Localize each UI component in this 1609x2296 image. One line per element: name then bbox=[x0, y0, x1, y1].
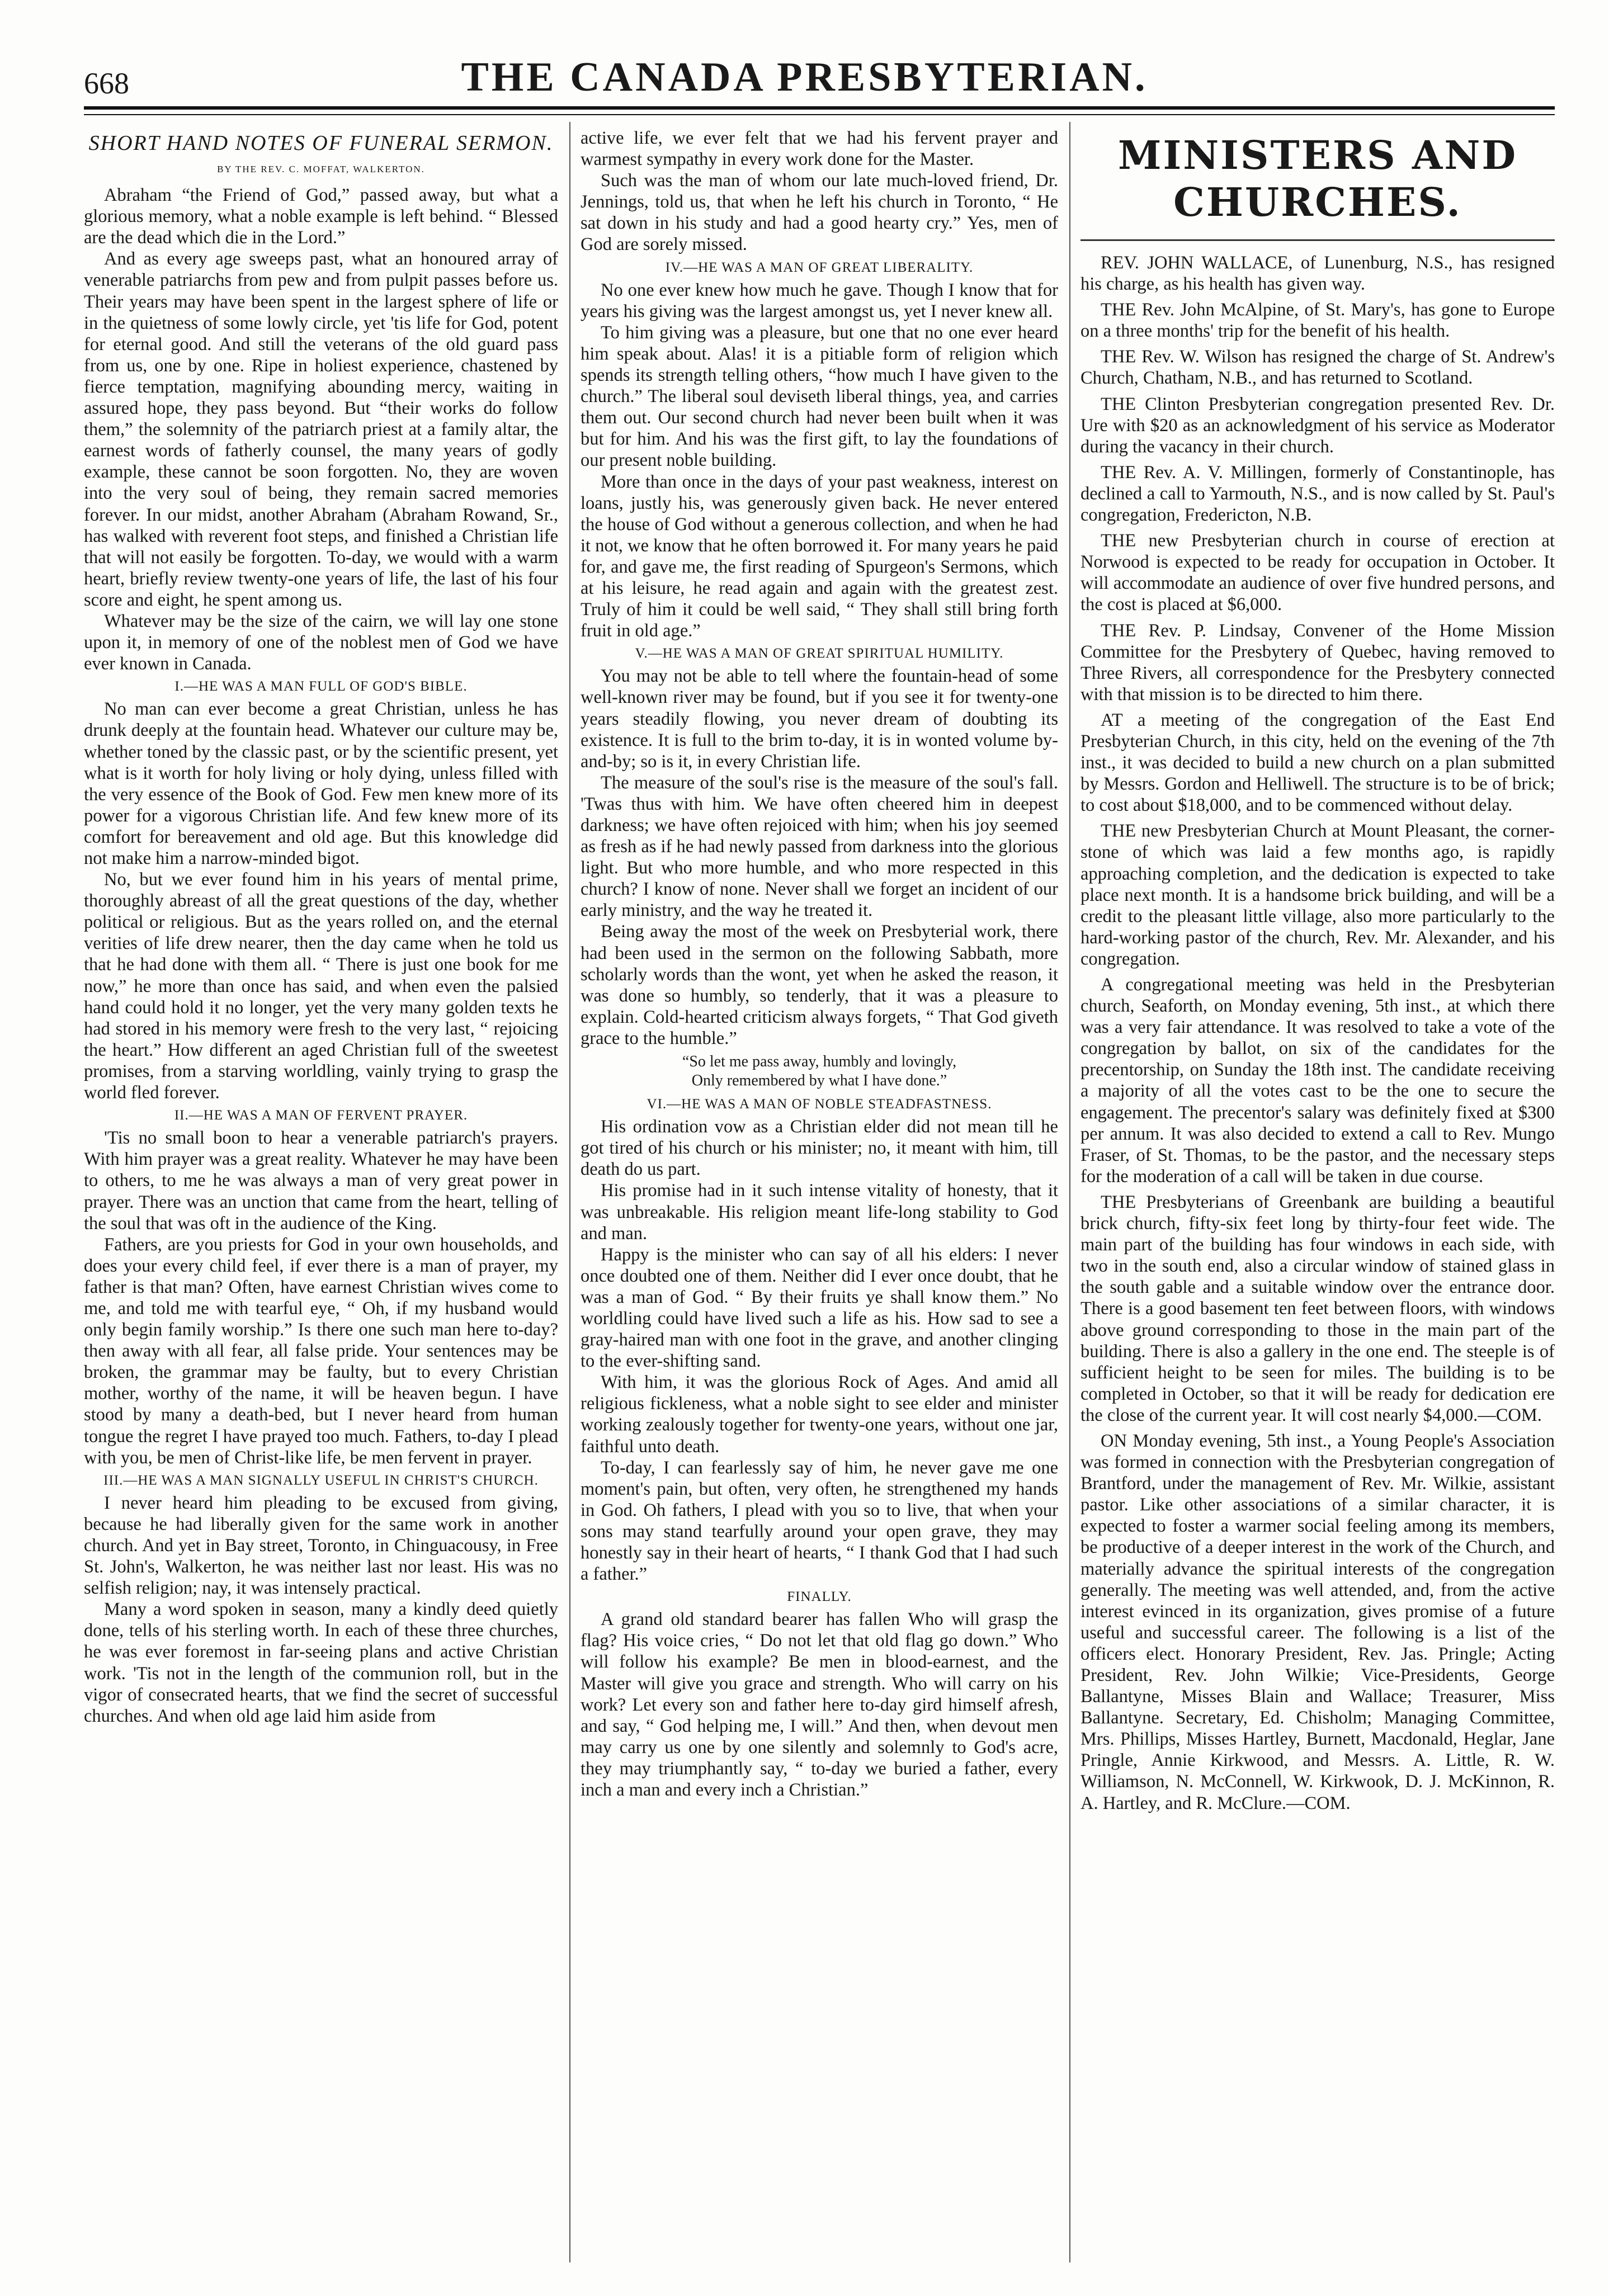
news-item: THE Rev. A. V. Millingen, formerly of Constantinople, has declined a call to Yarmouth, N.S., and is now called by St. Paul's congregation, Fredericton, N.B. bbox=[1080, 462, 1555, 526]
column-rule-2 bbox=[1069, 122, 1070, 2262]
paragraph: You may not be able to tell where the fountain-head of some well-known river may be found, but if you see it for twenty-one years steadily flowing, you never dream of doubting its existence. It is full to the brim to-day, it is in wonted volume by-and-by; so is it, in every Christian life. bbox=[581, 666, 1058, 772]
column-rule-1 bbox=[569, 122, 570, 2262]
section-heading: III.—HE WAS A MAN SIGNALLY USEFUL IN CHRIST'S CHURCH. bbox=[103, 1472, 539, 1488]
column-funeral-sermon-continued bbox=[581, 127, 1058, 2262]
news-item: THE new Presbyterian Church at Mount Pleasant, the corner-stone of which was laid a few months ago, is rapidly approaching completion, and the dedication is expected to take place next month. It is a handsome brick building, and will be a credit to the pleasant little village, also more particularly to the hard-working pastor of the church, Rev. Mr. Alexander, and his congregation. bbox=[1080, 821, 1555, 969]
news-item: A congregational meeting was held in the Presbyterian church, Seaforth, on Monday evening, 5th inst., at which there was a very fair attendance. It was resolved to take a vote of the congregation by ballot, on six of the candidates for the precentorship, on Sunday the 18th inst. The candidate receiving a majority of all the votes cast to be the one to secure the engagement. The precentor's salary was definitely fixed at $300 per annum. It was also decided to extend a call to Rev. Mungo Fraser, of St. Thomas, to be the pastor, and the necessary steps for the moderation of a call will be taken in due course. bbox=[1080, 975, 1555, 1187]
paragraph: Happy is the minister who can say of all his elders: I never once doubted one of them. Neither did I ever once doubt, that he was a man of God. “ By their fruits ye shall know them.” No worldling could have lived such a life as his. How sad to see a gray-haired man with one foot in the grave, and another clinging to the ever-shifting sand. bbox=[581, 1244, 1058, 1372]
poem-line: Only remembered by what I have done.” bbox=[691, 1072, 947, 1090]
paragraph: Such was the man of whom our late much-loved friend, Dr. Jennings, told us, that when he left his church in Toronto, “ He sat down in his study and had a good hearty cry.” Yes, men of God are sorely missed. bbox=[581, 171, 1058, 255]
paragraph: His ordination vow as a Christian elder did not mean till he got tired of his church or his minister; no, it meant with him, till death do us part. bbox=[581, 1117, 1058, 1180]
news-item: THE new Presbyterian church in course of erection at Norwood is expected to be ready for occupation in October. It will accommodate an audience of over five hundred persons, and the cost is placed at $6,000. bbox=[1080, 531, 1555, 615]
paragraph: Whatever may be the size of the cairn, we will lay one stone upon it, in memory of one of the noblest men of God we have ever known in Canada. bbox=[84, 611, 558, 674]
section-heading: II.—HE WAS A MAN OF FERVENT PRAYER. bbox=[174, 1108, 468, 1123]
paragraph: The measure of the soul's rise is the measure of the soul's fall. 'Twas thus with him. We have often cheered him in deepest darkness; we have often rejoiced with him; when his joy seemed as fresh as if he had newly passed from darkness into the glorious light. But who more humble, and who more respected in this church? I know of none. Never shall we forget an incident of our early ministry, and the way he treated it. bbox=[581, 772, 1058, 921]
paragraph: With him, it was the glorious Rock of Ages. And amid all religious fickleness, what a noble sight to see elder and minister working zealously together for twenty-one years, without one jar, faithful unto death. bbox=[581, 1372, 1058, 1457]
section-heading: FINALLY. bbox=[787, 1589, 852, 1605]
paragraph: Fathers, are you priests for God in your own households, and does your every child feel, if ever there is a man of prayer, my father is that man? Often, have earnest Christian wives come to me, and told me with tearful eye, “ Oh, if my husband would only begin family worship.” Is there one such man here to-day? then away with all fear, all false pride. Your sentences may be broken, the grammar may be faulty, but to every Christian mother, worthy of the name, it will be heaven begun. I have stood by many a death-bed, but I never heard from human tongue the regret I have prayed too much. Fathers, to-day I plead with you, be men of Christ-like life, be men fervent in prayer. bbox=[84, 1234, 558, 1468]
masthead: THE CANADA PRESBYTERIAN. bbox=[461, 54, 1148, 100]
news-item: THE Presbyterians of Greenbank are building a beautiful brick church, fifty-six feet long by thirty-four feet wide. The main part of the building has four windows in each side, with two in the south end, also a circular window of stained glass in the south gable and a suitable window over the entrance door. There is a good basement ten feet between floors, with windows above ground corresponding to those in the main part of the building. There is also a gallery in the one end. The steeple is of sufficient height to be seen for miles. The building is to be completed in October, so that it will be ready for dedication ere the close of the current year. It will cost nearly $4,000.—COM. bbox=[1080, 1192, 1555, 1425]
paragraph: Being away the most of the week on Presbyterial work, there had been used in the sermon on the following Sabbath, more scholarly words than the wont, yet when he asked the reason, it was done so humbly, so tenderly, that it was a pleasure to explain. Cold-hearted criticism always forgets, “ That God giveth grace to the humble.” bbox=[581, 922, 1058, 1048]
paragraph: 'Tis no small boon to hear a venerable patriarch's prayers. With him prayer was a great reality. Whatever he may have been to others, to me he was always a man of very great power in prayer. There was an unction that came from the heart, telling of the soul that was oft in the audience of the King. bbox=[84, 1128, 558, 1234]
article-byline: BY THE REV. C. MOFFAT, WALKERTON. bbox=[217, 164, 425, 174]
paragraph: No one ever knew how much he gave. Though I know that for years his giving was the largest amongst us, yet I never knew all. bbox=[581, 280, 1058, 322]
section-heading: I.—HE WAS A MAN FULL OF GOD'S BIBLE. bbox=[174, 679, 468, 695]
section-title-rule bbox=[1080, 239, 1555, 241]
news-item: REV. JOHN WALLACE, of Lunenburg, N.S., has resigned his charge, as his health has given way. bbox=[1080, 253, 1555, 295]
paragraph: Abraham “the Friend of God,” passed away, but what a glorious memory, what a noble example is left behind. “ Blessed are the dead which die in the Lord.” bbox=[84, 185, 558, 248]
news-item: AT a meeting of the congregation of the East End Presbyterian Church, in this city, held on the evening of the 7th inst., it was decided to build a new church on a plan submitted by Messrs. Gordon and Helliwell. The structure is to be of brick; to cost about $18,000, and to be commenced without delay. bbox=[1080, 710, 1555, 816]
paragraph: active life, we ever felt that we had his fervent prayer and warmest sympathy in every work done for the Master. bbox=[581, 128, 1058, 170]
news-item: THE Rev. John McAlpine, of St. Mary's, has gone to Europe on a three months' trip for the benefit of his health. bbox=[1080, 300, 1555, 342]
paragraph: To-day, I can fearlessly say of him, he never gave me one moment's pain, but often, very often, he strengthened my hands in God. Oh fathers, I plead with you so to live, that when your sons may stand tearfully around your open grave, they may honestly say in their heart of hearts, “ I thank God that I had such a father.” bbox=[581, 1457, 1058, 1585]
column-ministers-and-churches bbox=[1080, 127, 1555, 2262]
paragraph: Many a word spoken in season, many a kindly deed quietly done, tells of his sterling worth. In each of these three churches, he was ever foremost in far-seeing plans and active Christian work. 'Tis not in the length of the communion roll, but in the vigor of consecrated hearts, that we find the secret of successful churches. And when old age laid him aside from bbox=[84, 1599, 558, 1726]
section-heading: VI.—HE WAS A MAN OF NOBLE STEADFASTNESS. bbox=[647, 1097, 992, 1112]
section-heading: V.—HE WAS A MAN OF GREAT SPIRITUAL HUMILITY. bbox=[635, 646, 1004, 662]
article-title: SHORT HAND NOTES OF FUNERAL SERMON. bbox=[88, 131, 554, 155]
news-item: THE Rev. P. Lindsay, Convener of the Home Mission Committee for the Presbytery of Quebec, having removed to Three Rivers, all correspondence for the Presbytery connected with that mission is to be directed to him there. bbox=[1080, 620, 1555, 705]
news-item: THE Clinton Presbyterian congregation presented Rev. Dr. Ure with $20 as an acknowledgment of his service as Moderator during the vacancy in their church. bbox=[1080, 394, 1555, 457]
paragraph: No man can ever become a great Christian, unless he has drunk deeply at the fountain head. Whatever our culture may be, whether toned by the classic past, or by the scientific present, yet what is it worth for holy living or holy dying, unless filled with the very essence of the Book of God. Few men knew more of its power for a vigorous Christian life. And few knew more of its comfort for bereavement and old age. But this knowledge did not make him a narrow-minded bigot. bbox=[84, 699, 558, 868]
paragraph: And as every age sweeps past, what an honoured array of venerable patriarchs from pew and from pulpit passes before us. Their years may have been spent in the largest sphere of life or in the quietness of some lowly circle, yet 'tis life for God, potent for eternal good. And still the veterans of the old guard pass from us, one by one. Ripe in holiest experience, chastened by fierce temptation, magnifying abounding mercy, waiting in assured hope, they pass beyond. But “their works do follow them,” the solemnity of the patriarch priest at a family altar, the earnest words of fatherly counsel, the many years of godly example, these cannot be soon forgotten. No, they are woven into the very soul of being, they remain sacred memories forever. In our midst, another Abraham (Abraham Rowand, Sr., has walked with reverent foot steps, and finished a Christian life that will not easily be forgotten. To-day, we would with a warm heart, briefly review twenty-one years of life, the last of his four score and eight, he spent among us. bbox=[84, 249, 558, 610]
section-title: MINISTERS AND CHURCHES. bbox=[1117, 132, 1518, 225]
paragraph: More than once in the days of your past weakness, interest on loans, justly his, was generously given back. He never entered the house of God without a generous collection, and when he had it not, we know that he often borrowed it. For many years he paid for, and gave me, the first reading of Spurgeon's Sermons, which at his leisure, he read again and again with the greatest zest. Truly of him it could be well said, “ They shall still bring forth fruit in old age.” bbox=[581, 471, 1058, 641]
paragraph: To him giving was a pleasure, but one that no one ever heard him speak about. Alas! it is a pitiable form of religion which spends its strength telling others, “how much I have given to the church.” The liberal soul deviseth liberal things, yea, and carries them out. Our second church had never been built when it was but for him. And his was the first gift, to lay the foundations of our present noble building. bbox=[581, 322, 1058, 471]
page-number: 668 bbox=[84, 67, 129, 100]
paragraph: I never heard him pleading to be excused from giving, because he had liberally given for the same work in another church. And yet in Bay street, Toronto, in Chinguacousy, in Free St. John's, Walkerton, he was neither last nor least. His was no selfish religion; nay, it was intensely practical. bbox=[84, 1492, 558, 1599]
news-item: THE Rev. W. Wilson has resigned the charge of St. Andrew's Church, Chatham, N.B., and has returned to Scotland. bbox=[1080, 347, 1555, 389]
masthead-rule-thin bbox=[84, 114, 1555, 115]
poem-quote bbox=[581, 1052, 1058, 1090]
column-funeral-sermon bbox=[84, 127, 558, 2262]
section-heading: IV.—HE WAS A MAN OF GREAT LIBERALITY. bbox=[665, 259, 974, 275]
paragraph: His promise had in it such intense vitality of honesty, that it was unbreakable. His religion meant life-long stability to God and man. bbox=[581, 1180, 1058, 1244]
paragraph: A grand old standard bearer has fallen Who will grasp the flag? His voice cries, “ Do not let that old flag go down.” Who will follow his example? Be men in blood-earnest, and the Master will give you grace and strength. Who will carry on his work? Let every son and father here to-day gird himself afresh, and say, “ God helping me, I will.” And then, when devout men may carry us one by one silently and solemnly to God's acre, they may triumphantly say, “ to-day we buried a father, every inch a man and every inch a Christian.” bbox=[581, 1609, 1058, 1801]
masthead-rule-thick bbox=[84, 106, 1555, 110]
paragraph: No, but we ever found him in his years of mental prime, thoroughly abreast of all the great questions of the day, whether political or religious. But as the years rolled on, and the eternal verities of life drew nearer, then the day came when he told us that he had done with them all. “ There is just one book for me now,” he more than once has said, and when even the palsied hand could hold it no longer, yet the very many golden texts he had stored in his memory were fresh to the very last, “ rejoicing the heart.” How different an aged Christian full of the sweetest promises, from a starving worldling, vainly trying to grasp the world fled forever. bbox=[84, 870, 558, 1103]
news-item: ON Monday evening, 5th inst., a Young People's Association was formed in connection with the Presbyterian congregation of Brantford, under the management of Rev. Mr. Wilkie, assistant pastor. Like other associations of a similar character, it is expected to foster a warmer social feeling among its members, be productive of a deeper interest in the work of the Church, and materially advance the spiritual interests of the congregation generally. The meeting was well attended, and, from the active interest evinced in its organization, gives promise of a future useful and successful career. The following is a list of the officers elect. Honorary President, Rev. Jas. Pringle; Acting President, Rev. John Wilkie; Vice-Presidents, George Ballantyne, Misses Blain and Wallace; Treasurer, Miss Ballantyne. Secretary, Ed. Chisholm; Managing Committee, Mrs. Phillips, Misses Hartley, Burnett, Macdonald, Heglar, Jane Pringle, Annie Kirkwood, and Messrs. A. Little, R. W. Williamson, N. McConnell, W. Kirkwook, D. J. McKinnon, R. A. Hartley, and R. McClure.—COM. bbox=[1080, 1430, 1555, 1813]
poem-line: “So let me pass away, humbly and lovingly, bbox=[682, 1053, 957, 1071]
